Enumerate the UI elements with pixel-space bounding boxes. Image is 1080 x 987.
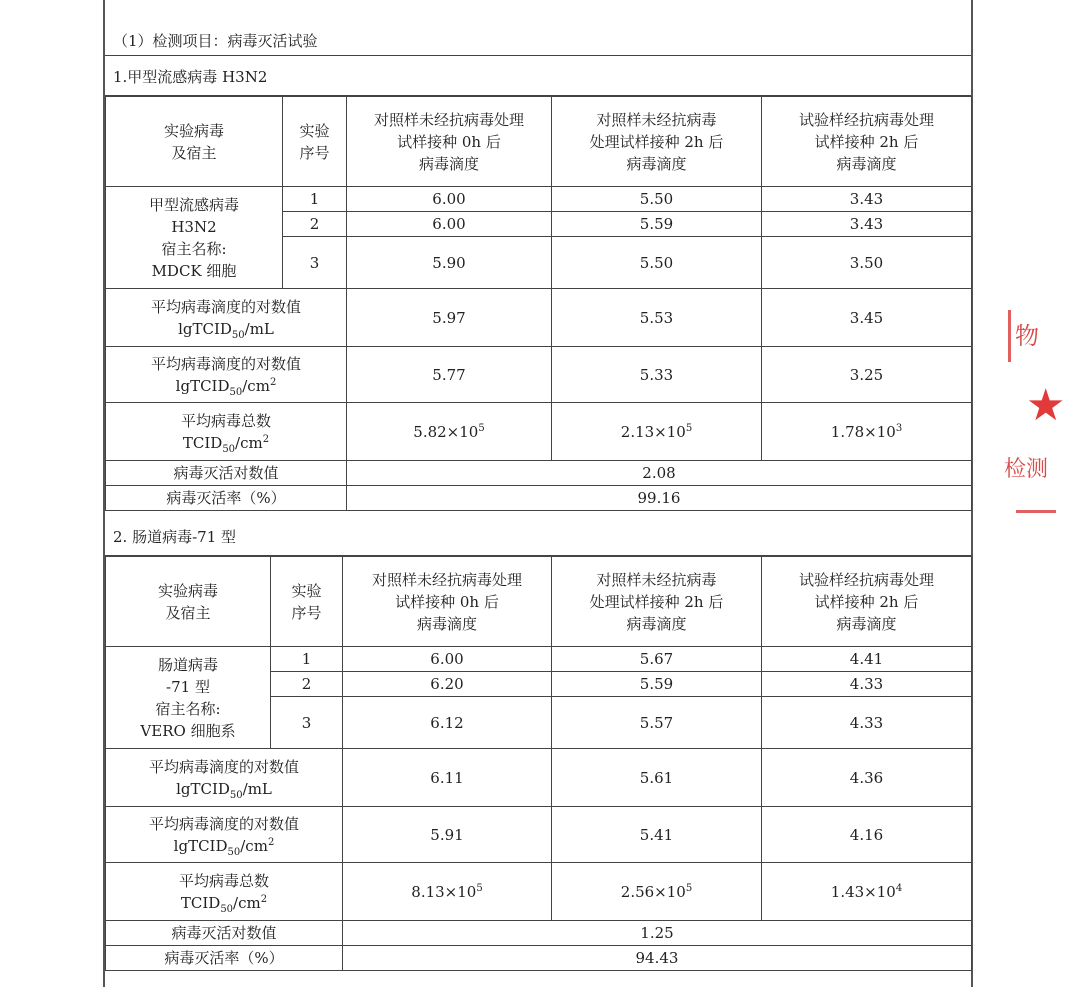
ctrl-0h-cell: 6.20 bbox=[343, 672, 552, 697]
ctrl-2h-cell: 5.41 bbox=[552, 807, 762, 863]
col-virus-host: 实验病毒 及宿主 bbox=[106, 97, 283, 187]
test-2h-cell: 3.50 bbox=[762, 237, 972, 289]
log-reduction-value: 1.25 bbox=[343, 921, 972, 946]
test-item-line: （1）检测项目：病毒灭活试验 bbox=[105, 22, 971, 56]
seq-cell: 1 bbox=[283, 187, 347, 212]
test-2h-cell: 4.33 bbox=[762, 697, 972, 749]
avg-titer-ml-label: 平均病毒滴度的对数值 lgTCID$_{50}$/mL bbox=[106, 749, 343, 807]
avg-titer-ml-label: 平均病毒滴度的对数值 lgTCID$_{50}$/mL bbox=[106, 289, 347, 347]
stamp-top-text: 物 bbox=[1008, 310, 1039, 362]
avg-total-label: 平均病毒总数 $TCID_{50}/cm^2$ bbox=[106, 403, 347, 461]
ctrl-2h-cell: 5.53 bbox=[552, 289, 762, 347]
inactivation-rate-label: 病毒灭活率（%） bbox=[106, 946, 343, 971]
ctrl-2h-cell: 5.33 bbox=[552, 347, 762, 403]
section1-title: 1.甲型流感病毒 H3N2 bbox=[105, 56, 971, 96]
ctrl-0h-cell: 6.12 bbox=[343, 697, 552, 749]
ctrl-2h-cell: 5.50 bbox=[552, 187, 762, 212]
inactivation-rate-label: 病毒灭活率（%） bbox=[106, 486, 347, 511]
report-sheet bbox=[103, 0, 973, 987]
col-ctrl-2h: 对照样未经抗病毒 处理试样接种 2h 后 病毒滴度 bbox=[552, 557, 762, 647]
log-reduction-label: 病毒灭活对数值 bbox=[106, 921, 343, 946]
ctrl-0h-cell: 5.97 bbox=[347, 289, 552, 347]
ctrl-2h-cell: $2.13\times 10^5$ bbox=[552, 403, 762, 461]
test-2h-cell: 3.45 bbox=[762, 289, 972, 347]
test-2h-cell: $1.78\times 10^3$ bbox=[762, 403, 972, 461]
ctrl-2h-cell: 5.57 bbox=[552, 697, 762, 749]
col-ctrl-0h: 对照样未经抗病毒处理 试样接种 0h 后 病毒滴度 bbox=[347, 97, 552, 187]
star-icon: ★ bbox=[1026, 380, 1066, 431]
virus-host-cell: 肠道病毒 -71 型 宿主名称: VERO 细胞系 bbox=[106, 647, 271, 749]
avg-titer-cm-label: 平均病毒滴度的对数值 $lgTCID_{50}/cm^2$ bbox=[106, 807, 343, 863]
section1-table bbox=[105, 96, 972, 511]
test-2h-cell: 3.43 bbox=[762, 212, 972, 237]
seq-cell: 3 bbox=[271, 697, 343, 749]
ctrl-0h-cell: 6.11 bbox=[343, 749, 552, 807]
col-seq: 实验 序号 bbox=[271, 557, 343, 647]
test-2h-cell: 4.33 bbox=[762, 672, 972, 697]
ctrl-2h-cell: $2.56\times 10^5$ bbox=[552, 863, 762, 921]
avg-titer-cm-row bbox=[106, 807, 972, 863]
ctrl-0h-cell: 5.77 bbox=[347, 347, 552, 403]
seq-cell: 1 bbox=[271, 647, 343, 672]
table-row bbox=[106, 187, 972, 212]
seq-cell: 3 bbox=[283, 237, 347, 289]
section2-table bbox=[105, 556, 972, 971]
col-ctrl-0h: 对照样未经抗病毒处理 试样接种 0h 后 病毒滴度 bbox=[343, 557, 552, 647]
ctrl-0h-cell: 6.00 bbox=[343, 647, 552, 672]
table-header-row bbox=[106, 557, 972, 647]
avg-total-label: 平均病毒总数 $TCID_{50}/cm^2$ bbox=[106, 863, 343, 921]
ctrl-2h-cell: 5.67 bbox=[552, 647, 762, 672]
inactivation-rate-row bbox=[106, 946, 972, 971]
col-test-2h: 试验样经抗病毒处理 试样接种 2h 后 病毒滴度 bbox=[762, 97, 972, 187]
ctrl-2h-cell: 5.59 bbox=[552, 672, 762, 697]
avg-titer-cm-row bbox=[106, 347, 972, 403]
seq-cell: 2 bbox=[283, 212, 347, 237]
test-2h-cell: 4.36 bbox=[762, 749, 972, 807]
ctrl-2h-cell: 5.50 bbox=[552, 237, 762, 289]
ctrl-0h-cell: 6.00 bbox=[347, 212, 552, 237]
ctrl-0h-cell: 6.00 bbox=[347, 187, 552, 212]
virus-host-cell: 甲型流感病毒 H3N2 宿主名称: MDCK 细胞 bbox=[106, 187, 283, 289]
log-reduction-label: 病毒灭活对数值 bbox=[106, 461, 347, 486]
ctrl-0h-cell: 5.90 bbox=[347, 237, 552, 289]
inactivation-rate-value: 94.43 bbox=[343, 946, 972, 971]
red-seal-stamp bbox=[1000, 300, 1080, 530]
table-row bbox=[106, 647, 972, 672]
test-2h-cell: 3.25 bbox=[762, 347, 972, 403]
avg-total-row bbox=[106, 403, 972, 461]
test-2h-cell: $1.43\times 10^4$ bbox=[762, 863, 972, 921]
avg-titer-ml-row bbox=[106, 749, 972, 807]
table-header-row bbox=[106, 97, 972, 187]
avg-total-row bbox=[106, 863, 972, 921]
col-seq: 实验 序号 bbox=[283, 97, 347, 187]
test-2h-cell: 4.41 bbox=[762, 647, 972, 672]
seq-cell: 2 bbox=[271, 672, 343, 697]
stamp-arc bbox=[1016, 510, 1056, 513]
col-test-2h: 试验样经抗病毒处理 试样接种 2h 后 病毒滴度 bbox=[762, 557, 972, 647]
ctrl-0h-cell: 5.91 bbox=[343, 807, 552, 863]
col-ctrl-2h: 对照样未经抗病毒 处理试样接种 2h 后 病毒滴度 bbox=[552, 97, 762, 187]
avg-titer-cm-label: 平均病毒滴度的对数值 $lgTCID_{50}/cm^2$ bbox=[106, 347, 347, 403]
ctrl-0h-cell: $5.82\times 10^5$ bbox=[347, 403, 552, 461]
avg-titer-ml-row bbox=[106, 289, 972, 347]
test-2h-cell: 4.16 bbox=[762, 807, 972, 863]
ctrl-2h-cell: 5.61 bbox=[552, 749, 762, 807]
log-reduction-row bbox=[106, 921, 972, 946]
log-reduction-row bbox=[106, 461, 972, 486]
ctrl-2h-cell: 5.59 bbox=[552, 212, 762, 237]
col-virus-host: 实验病毒 及宿主 bbox=[106, 557, 271, 647]
ctrl-0h-cell: $8.13\times 10^5$ bbox=[343, 863, 552, 921]
log-reduction-value: 2.08 bbox=[347, 461, 972, 486]
inactivation-rate-row bbox=[106, 486, 972, 511]
section2-title: 2. 肠道病毒-71 型 bbox=[105, 516, 971, 556]
test-2h-cell: 3.43 bbox=[762, 187, 972, 212]
stamp-bottom-text: 检测 bbox=[1004, 457, 1049, 482]
inactivation-rate-value: 99.16 bbox=[347, 486, 972, 511]
